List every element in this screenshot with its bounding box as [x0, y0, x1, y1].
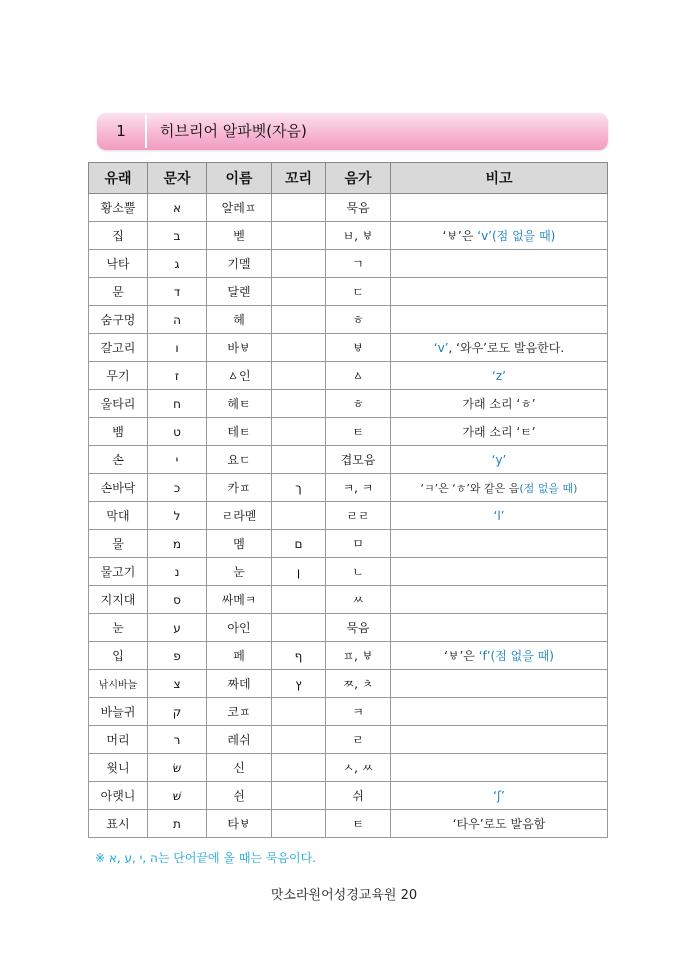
cell-origin: 물고기	[89, 558, 148, 586]
note-segment: ‘l’	[493, 508, 505, 523]
cell-letter: פ	[148, 642, 207, 670]
cell-sound: ㅋ	[326, 698, 391, 726]
cell-letter: שׁ	[148, 782, 207, 810]
cell-name: 멤	[207, 530, 272, 558]
cell-letter: י	[148, 446, 207, 474]
section-divider	[145, 115, 147, 148]
cell-origin: 눈	[89, 614, 148, 642]
note-segment: ‘y’	[491, 452, 507, 467]
table-row	[89, 222, 608, 250]
table-body	[89, 194, 608, 838]
cell-origin: 아랫니	[89, 782, 148, 810]
note-segment: ‘ʃ’	[493, 788, 505, 803]
cell-note	[391, 670, 608, 698]
header-origin: 유래	[89, 163, 148, 194]
cell-sound: ㄷ	[326, 278, 391, 306]
cell-origin: 물	[89, 530, 148, 558]
cell-letter: ע	[148, 614, 207, 642]
table-row	[89, 474, 608, 502]
cell-sound: ㅌ	[326, 810, 391, 838]
cell-final	[272, 782, 326, 810]
section-title: 히브리어 알파벳(자음)	[160, 122, 307, 140]
table-header-row	[89, 163, 608, 194]
cell-letter: נ	[148, 558, 207, 586]
cell-note	[391, 586, 608, 614]
cell-sound: 묵음	[326, 614, 391, 642]
cell-final	[272, 334, 326, 362]
table-row	[89, 614, 608, 642]
cell-final	[272, 502, 326, 530]
table-row	[89, 754, 608, 782]
header-letter: 문자	[148, 163, 207, 194]
section-number: 1	[116, 122, 126, 140]
cell-sound: ㄹㄹ	[326, 502, 391, 530]
cell-letter: מ	[148, 530, 207, 558]
cell-final: ף	[272, 642, 326, 670]
cell-final	[272, 278, 326, 306]
cell-note	[391, 726, 608, 754]
table-row	[89, 278, 608, 306]
cell-sound: ㅁ	[326, 530, 391, 558]
cell-name: 쉰	[207, 782, 272, 810]
header-note: 비고	[391, 163, 608, 194]
cell-origin: 윗니	[89, 754, 148, 782]
note-segment: 가래 소리 ‘ㅌ’	[462, 425, 536, 439]
cell-letter: ב	[148, 222, 207, 250]
cell-name: 코ㅍ	[207, 698, 272, 726]
note-segment: ‘f’(점 없을 때)	[478, 649, 554, 663]
table-row	[89, 642, 608, 670]
cell-final	[272, 390, 326, 418]
cell-origin: 낙타	[89, 250, 148, 278]
note-segment: ‘v’	[433, 341, 449, 355]
cell-letter: א	[148, 194, 207, 222]
cell-sound: ㅋ, ㅋ	[326, 474, 391, 502]
cell-name: 신	[207, 754, 272, 782]
cell-final	[272, 222, 326, 250]
table-row	[89, 390, 608, 418]
cell-letter: צ	[148, 670, 207, 698]
cell-note	[391, 250, 608, 278]
cell-letter: שׂ	[148, 754, 207, 782]
cell-final	[272, 754, 326, 782]
cell-final	[272, 194, 326, 222]
cell-name: 아인	[207, 614, 272, 642]
cell-origin: 손바닥	[89, 474, 148, 502]
cell-final	[272, 250, 326, 278]
cell-final	[272, 586, 326, 614]
cell-sound: ㄹ	[326, 726, 391, 754]
cell-origin: 황소뿔	[89, 194, 148, 222]
cell-letter: ז	[148, 362, 207, 390]
table-row	[89, 194, 608, 222]
cell-final: ן	[272, 558, 326, 586]
cell-final	[272, 698, 326, 726]
table-row	[89, 306, 608, 334]
cell-final	[272, 418, 326, 446]
table-row	[89, 530, 608, 558]
cell-sound: ㅂ, ㅸ	[326, 222, 391, 250]
cell-sound: ㅿ	[326, 362, 391, 390]
cell-note	[391, 362, 608, 390]
cell-origin: 머리	[89, 726, 148, 754]
cell-note	[391, 530, 608, 558]
cell-origin: 갈고리	[89, 334, 148, 362]
footnote: ※ ה ,י ,ע ,א는 단어끝에 올 때는 묵음이다.	[95, 851, 317, 865]
cell-note	[391, 558, 608, 586]
cell-final	[272, 726, 326, 754]
cell-name: ㅿ인	[207, 362, 272, 390]
table-row	[89, 726, 608, 754]
cell-sound: ㅌ	[326, 418, 391, 446]
table-row	[89, 586, 608, 614]
cell-sound: ㅎ	[326, 306, 391, 334]
note-segment: 가래 소리 ‘ㅎ’	[462, 397, 536, 411]
table-row	[89, 810, 608, 838]
cell-origin: 손	[89, 446, 148, 474]
cell-letter: ה	[148, 306, 207, 334]
cell-note	[391, 306, 608, 334]
cell-origin: 무기	[89, 362, 148, 390]
table-row	[89, 418, 608, 446]
cell-final	[272, 446, 326, 474]
cell-letter: ס	[148, 586, 207, 614]
cell-note	[391, 698, 608, 726]
cell-name: ㄹ라멛	[207, 502, 272, 530]
cell-name: 벧	[207, 222, 272, 250]
cell-sound: 묵음	[326, 194, 391, 222]
cell-final: ץ	[272, 670, 326, 698]
section-header	[97, 113, 608, 150]
cell-name: 싸메ㅋ	[207, 586, 272, 614]
cell-note	[391, 754, 608, 782]
cell-name: 바ㅸ	[207, 334, 272, 362]
cell-sound: 쉬	[326, 782, 391, 810]
cell-name: 테ㅌ	[207, 418, 272, 446]
cell-note	[391, 390, 608, 418]
cell-name: 기멜	[207, 250, 272, 278]
cell-sound: 겹모음	[326, 446, 391, 474]
cell-note	[391, 642, 608, 670]
cell-letter: ק	[148, 698, 207, 726]
cell-name: 타ㅸ	[207, 810, 272, 838]
header-final: 꼬리	[272, 163, 326, 194]
cell-sound: ㅅ, ㅆ	[326, 754, 391, 782]
table-row	[89, 446, 608, 474]
cell-letter: כ	[148, 474, 207, 502]
cell-letter: ת	[148, 810, 207, 838]
cell-sound: ㅎ	[326, 390, 391, 418]
cell-name: 헤	[207, 306, 272, 334]
cell-name: 알레ㅍ	[207, 194, 272, 222]
cell-note	[391, 614, 608, 642]
cell-sound: ㅉ, ㅊ	[326, 670, 391, 698]
cell-name: 눈	[207, 558, 272, 586]
cell-origin: 막대	[89, 502, 148, 530]
cell-name: 달렏	[207, 278, 272, 306]
cell-letter: ר	[148, 726, 207, 754]
page-footer: 맛소라원어성경교육원 20	[270, 888, 418, 903]
cell-note	[391, 502, 608, 530]
cell-letter: ג	[148, 250, 207, 278]
cell-name: 페	[207, 642, 272, 670]
cell-final: ך	[272, 474, 326, 502]
alphabet-table	[88, 162, 608, 838]
table-row	[89, 250, 608, 278]
cell-final	[272, 306, 326, 334]
cell-origin: 지지대	[89, 586, 148, 614]
table-row	[89, 502, 608, 530]
cell-name: 카ㅍ	[207, 474, 272, 502]
cell-letter: ו	[148, 334, 207, 362]
cell-note	[391, 278, 608, 306]
cell-letter: ח	[148, 390, 207, 418]
cell-origin: 울타리	[89, 390, 148, 418]
cell-note	[391, 446, 608, 474]
table-row	[89, 334, 608, 362]
note-segment: ‘ㅸ’은	[442, 229, 478, 243]
cell-note	[391, 782, 608, 810]
cell-final	[272, 810, 326, 838]
cell-sound: ㅸ	[326, 334, 391, 362]
note-segment: (점 없을 때)	[519, 481, 578, 495]
header-name: 이름	[207, 163, 272, 194]
table-row	[89, 782, 608, 810]
cell-origin: 낚시바늘	[89, 670, 148, 698]
note-segment: ‘타우’로도 발음함	[452, 817, 546, 831]
cell-final	[272, 362, 326, 390]
cell-name: 헤ㅌ	[207, 390, 272, 418]
cell-note	[391, 474, 608, 502]
cell-final	[272, 614, 326, 642]
cell-note	[391, 222, 608, 250]
table-row	[89, 558, 608, 586]
cell-origin: 입	[89, 642, 148, 670]
cell-sound: ㄱ	[326, 250, 391, 278]
cell-origin: 숨구멍	[89, 306, 148, 334]
cell-name: 레쉬	[207, 726, 272, 754]
cell-final: ם	[272, 530, 326, 558]
note-segment: ‘ㅸ’은	[444, 649, 479, 663]
cell-origin: 뱀	[89, 418, 148, 446]
cell-sound: ㅆ	[326, 586, 391, 614]
note-segment: ‘ㅋ’은 ‘ㅎ’와 같은 음	[420, 481, 520, 495]
cell-note	[391, 194, 608, 222]
table-row	[89, 362, 608, 390]
cell-origin: 바늘귀	[89, 698, 148, 726]
cell-sound: ㄴ	[326, 558, 391, 586]
note-segment: ‘v’(점 없을 때)	[477, 229, 556, 243]
table-row	[89, 698, 608, 726]
cell-origin: 문	[89, 278, 148, 306]
note-segment: , ‘와우’로도 발음한다.	[448, 341, 565, 355]
table-row	[89, 670, 608, 698]
cell-letter: ד	[148, 278, 207, 306]
cell-name: 짜데	[207, 670, 272, 698]
header-sound: 음가	[326, 163, 391, 194]
cell-note	[391, 810, 608, 838]
cell-name: 요ㄷ	[207, 446, 272, 474]
note-segment: ‘z’	[492, 368, 506, 383]
cell-origin: 집	[89, 222, 148, 250]
cell-note	[391, 418, 608, 446]
cell-origin: 표시	[89, 810, 148, 838]
cell-letter: ט	[148, 418, 207, 446]
cell-note	[391, 334, 608, 362]
cell-sound: ㅍ, ㅸ	[326, 642, 391, 670]
cell-letter: ל	[148, 502, 207, 530]
